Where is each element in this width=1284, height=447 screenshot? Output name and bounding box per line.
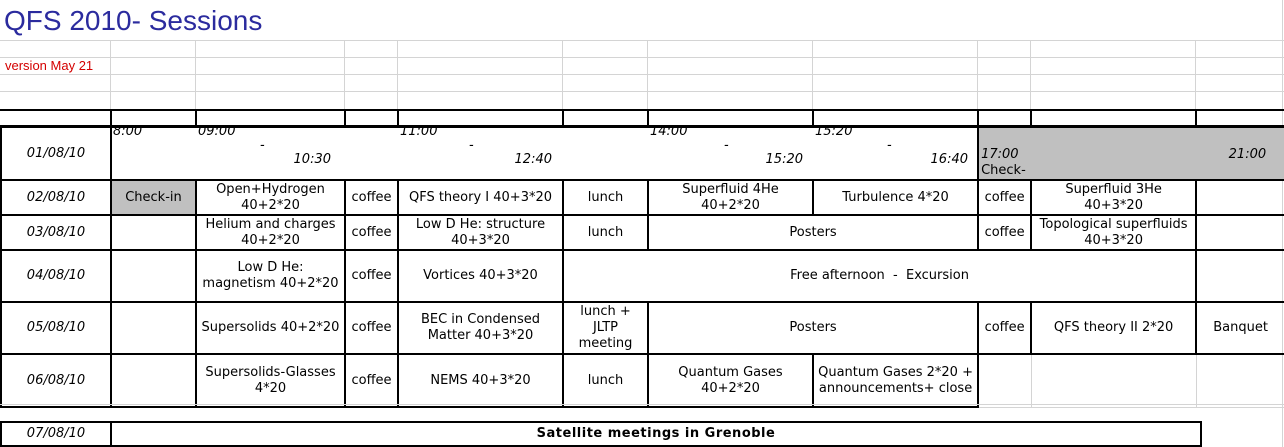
date-cell: 07/08/10	[1, 422, 111, 446]
empty-cell	[1196, 215, 1284, 250]
gridline	[647, 40, 648, 110]
coffee-cell: coffee	[345, 180, 398, 215]
header-separator	[562, 110, 564, 126]
session-cell: Supersolids-Glasses 4*20	[196, 354, 345, 407]
empty-cell	[1196, 250, 1284, 302]
header-separator	[1030, 110, 1032, 126]
schedule-table	[0, 126, 1284, 408]
session-cell: Superfluid 3He 40+3*20	[1031, 180, 1196, 215]
posters-cell: Posters	[648, 302, 978, 354]
page-title: QFS 2010- Sessions	[4, 5, 263, 36]
header-separator	[195, 110, 197, 126]
date-cell: 02/08/10	[1, 180, 111, 215]
session-cell: Topological superfluids 40+3*20	[1031, 215, 1196, 250]
evening-end-time: 21:00	[1228, 146, 1267, 162]
table-row	[1, 250, 1284, 302]
satellite-table	[0, 421, 1202, 447]
posters-cell: Posters	[648, 215, 978, 250]
session-cell: Low D He: structure 40+3*20	[398, 215, 563, 250]
session-cell: Supersolids 40+2*20	[196, 302, 345, 354]
gridline	[0, 57, 1284, 58]
time-header-session1	[198, 111, 331, 167]
time-start: 8:00	[113, 124, 143, 139]
table-row	[1, 302, 1284, 354]
coffee-cell: coffee	[345, 250, 398, 302]
empty-cell	[978, 354, 1031, 407]
session-cell: Low D He: magnetism 40+2*20	[196, 250, 345, 302]
gridline	[562, 40, 563, 110]
session-cell: Open+Hydrogen 40+2*20	[196, 180, 345, 215]
session-cell: Vortices 40+3*20	[398, 250, 563, 302]
date-cell: 04/08/10	[1, 250, 111, 302]
lunch-cell: lunch	[563, 354, 648, 407]
time-header-session2	[400, 111, 552, 167]
header-separator	[397, 110, 399, 126]
time-dash: -	[469, 138, 474, 153]
coffee-cell: coffee	[345, 354, 398, 407]
empty-cell	[111, 250, 196, 302]
header-separator	[647, 110, 649, 126]
gridline	[195, 40, 196, 110]
table-row	[1, 180, 1284, 215]
empty-cell	[111, 124, 978, 180]
date-cell: 05/08/10	[1, 302, 111, 354]
empty-cell	[111, 215, 196, 250]
empty-cell	[111, 302, 196, 354]
date-cell: 06/08/10	[1, 354, 111, 407]
empty-cell	[1196, 354, 1284, 407]
time-header-session4	[815, 111, 968, 167]
gridline	[812, 40, 813, 110]
coffee-cell: coffee	[978, 215, 1031, 250]
session-cell: QFS theory II 2*20	[1031, 302, 1196, 354]
time-end: 12:40	[514, 152, 552, 167]
session-cell: QFS theory I 40+3*20	[398, 180, 563, 215]
empty-cell	[111, 354, 196, 407]
lunch-cell: lunch	[563, 215, 648, 250]
time-end: 16:40	[930, 152, 968, 167]
time-end: 10:30	[293, 152, 331, 167]
lunch-cell: lunch + JLTP meeting	[563, 302, 648, 354]
opening-evening-cell	[978, 127, 1284, 180]
time-start: 14:00	[650, 124, 688, 139]
evening-start-time: 17:00	[981, 146, 1019, 162]
table-row	[1, 127, 1284, 180]
gridline	[0, 91, 1284, 92]
time-dash: -	[887, 138, 892, 153]
lunch-cell: lunch	[563, 180, 648, 215]
time-dash: -	[724, 138, 729, 153]
gridline	[0, 74, 1284, 75]
empty-cell	[1031, 354, 1196, 407]
empty-cell	[1196, 180, 1284, 215]
gridline	[1195, 40, 1196, 110]
time-header-session3	[650, 111, 803, 167]
checkin-cell: Check-in	[111, 180, 196, 215]
session-cell: Helium and charges 40+2*20	[196, 215, 345, 250]
gridline	[110, 40, 111, 110]
gridline	[977, 40, 978, 110]
time-end: 15:20	[765, 152, 803, 167]
time-dash: -	[260, 138, 265, 153]
header-separator	[977, 110, 979, 126]
time-header-0800	[113, 111, 191, 139]
date-cell: 03/08/10	[1, 215, 111, 250]
session-cell: Superfluid 4He 40+2*20	[648, 180, 813, 215]
time-start: 15:20	[815, 124, 853, 139]
session-cell: NEMS 40+3*20	[398, 354, 563, 407]
coffee-cell: coffee	[345, 302, 398, 354]
opening-evening	[979, 130, 1284, 178]
gridline	[397, 40, 398, 110]
session-cell: Quantum Gases 40+2*20	[648, 354, 813, 407]
header-separator	[110, 110, 112, 126]
version-label: version May 21	[5, 58, 94, 73]
checkin-label: Check-	[981, 162, 1026, 178]
table-row	[1, 354, 1284, 407]
gridline	[0, 404, 1284, 405]
table-row	[1, 215, 1284, 250]
date-cell: 01/08/10	[1, 127, 111, 180]
gridline	[344, 40, 345, 110]
table-row	[1, 422, 1201, 446]
session-cell: BEC in Condensed Matter 40+3*20	[398, 302, 563, 354]
time-start: 09:00	[198, 124, 236, 139]
time-header-session5	[1033, 111, 1185, 125]
session-cell: Quantum Gases 2*20 + announcements+ close	[813, 354, 978, 407]
header-separator	[1195, 110, 1197, 126]
satellite-meetings-cell: Satellite meetings in Grenoble	[111, 422, 1201, 446]
excursion-cell: Free afternoon - Excursion	[563, 250, 1196, 302]
header-separator	[812, 110, 814, 126]
coffee-cell: coffee	[345, 215, 398, 250]
header-separator	[344, 110, 346, 126]
gridline	[0, 40, 1284, 41]
session-cell: Turbulence 4*20	[813, 180, 978, 215]
time-start: 11:00	[400, 124, 438, 139]
coffee-cell: coffee	[978, 180, 1031, 215]
banquet-cell: Banquet	[1196, 302, 1284, 354]
coffee-cell: coffee	[978, 302, 1031, 354]
gridline	[1030, 40, 1031, 110]
